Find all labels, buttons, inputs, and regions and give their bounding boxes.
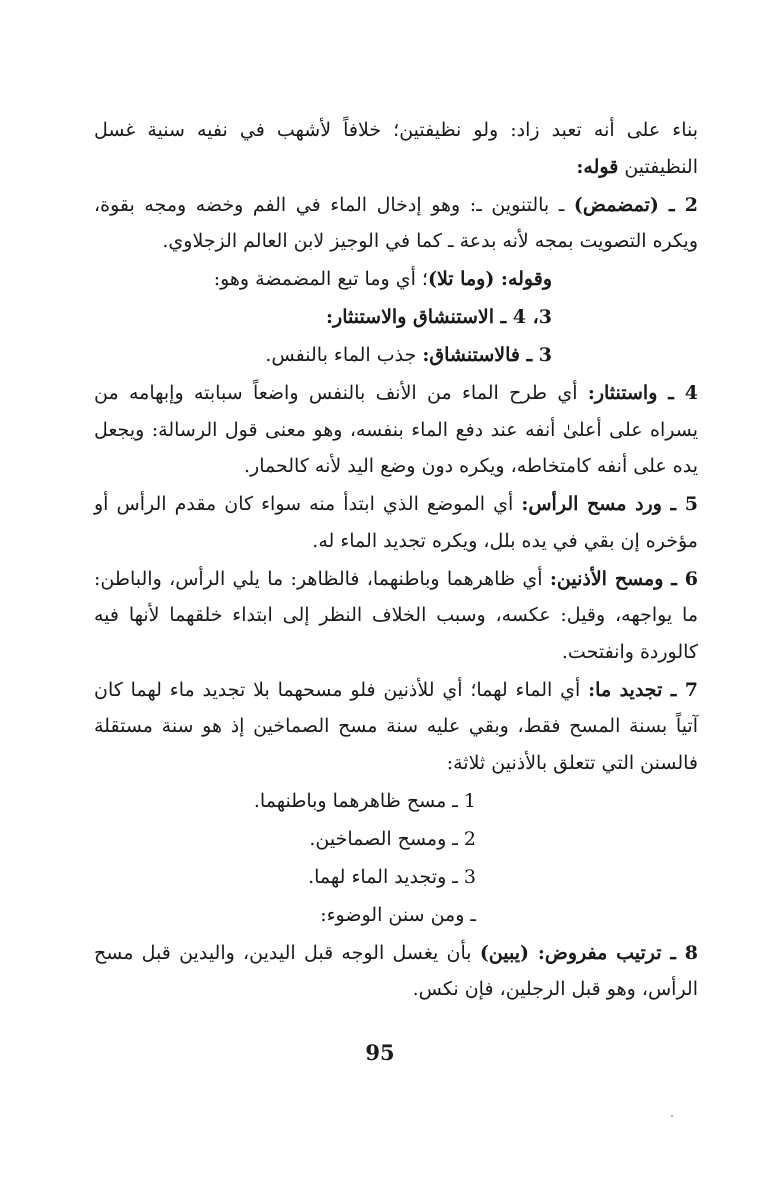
paragraph-lead: 7 ـ تجديد ما: [588, 678, 698, 701]
paragraph-lead: 8 ـ ترتيب مفروض: (يبين) [479, 941, 698, 964]
paragraph-text: أي الماء لهما؛ أي للأذنين فلو مسحهما بلا تجديد ماء لهما كان آتياً بسنة المسح فقط، وبقي عليه سنة مسح الصماخين إذ هو سنة مستقلة فالسنن التي تتعلق بالأذنين ثلاثة: [94, 678, 698, 774]
paragraph-tartib [94, 935, 698, 1008]
paragraph-text: أي الموضع الذي ابتدأ منه سواء كان مقدم الرأس أو مؤخره إن بقي في يده بلل، ويكره تجديد الماء له. [94, 493, 698, 552]
paragraph-lead: 5 ـ ورد مسح الرأس: [521, 493, 698, 515]
paragraph-lead: 4 ـ واستنثار: [587, 382, 698, 404]
paragraph-text: أي ظاهرهما وباطنهما، فالظاهر: ما يلي الرأس، والباطن: ما يواجهه، وقيل: عكسه، وسبب الخلاف النظر إلى ابتداء خلقهما لأنها فيه كالوردة وانفتحت. [94, 567, 698, 663]
paragraph-text: بأن يغسل الوجه قبل اليدين، واليدين قبل مسح الرأس، وهو قبل الرجلين، فإن نكس. [94, 941, 698, 1000]
paragraph-text: ؛ أي وما تبع المضمضة وهو: [213, 268, 428, 290]
scan-speck [671, 1115, 673, 1117]
list-item: 1 ـ مسح ظاهرهما وباطنهما. [253, 789, 476, 812]
paragraph-madmada [94, 187, 698, 260]
paragraph-text: بناء على أنه تعبد زاد: ولو نظيفتين؛ خلافاً لأشهب في نفيه سنية غسل النظيفتين [94, 119, 698, 178]
paragraph-lead: 3 ـ فالاستنشاق: [422, 344, 552, 366]
body-text [94, 112, 698, 1009]
paragraph-trail: قوله: [576, 155, 619, 178]
paragraph-lead: وقوله: (وما تلا) [427, 268, 552, 290]
paragraph-istinthar [94, 375, 698, 485]
list-item: 3 ـ وتجديد الماء لهما. [308, 865, 476, 888]
paragraph-text: ـ بالتنوين ـ: وهو إدخال الماء في الفم وخضه ومجه بقوة، ويكره التصويت بمجه لأنه بدعة ـ كما في الوجيز لابن العالم الزجلاوي. [94, 193, 698, 252]
paragraph-tajdid [94, 672, 698, 782]
paragraph-lead: 6 ـ ومسح الأذنين: [549, 567, 698, 590]
paragraph-wa-ma-tala [94, 261, 698, 298]
paragraph-mash-ras [94, 486, 698, 559]
paragraph-lead: 3، 4 ـ الاستنشاق والاستنثار: [326, 306, 552, 328]
paragraph-istinshaq [94, 337, 698, 374]
page-number: 95 [365, 1040, 395, 1065]
paragraph-text: أي طرح الماء من الأنف بالنفس واضعاً سبابته وإبهامه من يسراه على أعلىٰ أنفه عند دفع الماء بنفسه، وهو معنى قول الرسالة: ويجعل يده على أنفه كامتخاطه، ويكره دون وضع اليد لأنه كالحمار. [94, 382, 698, 477]
paragraph-lead: 2 ـ (تمضمض) [573, 193, 698, 216]
paragraph-intro [94, 112, 698, 185]
sub-heading: ـ ومن سنن الوضوء: [320, 903, 476, 926]
list-item: 2 ـ ومسح الصماخين. [309, 827, 476, 850]
paragraph-udhunayn [94, 561, 698, 671]
paragraph-text: جذب الماء بالنفس. [265, 344, 423, 366]
section-heading [94, 299, 698, 336]
